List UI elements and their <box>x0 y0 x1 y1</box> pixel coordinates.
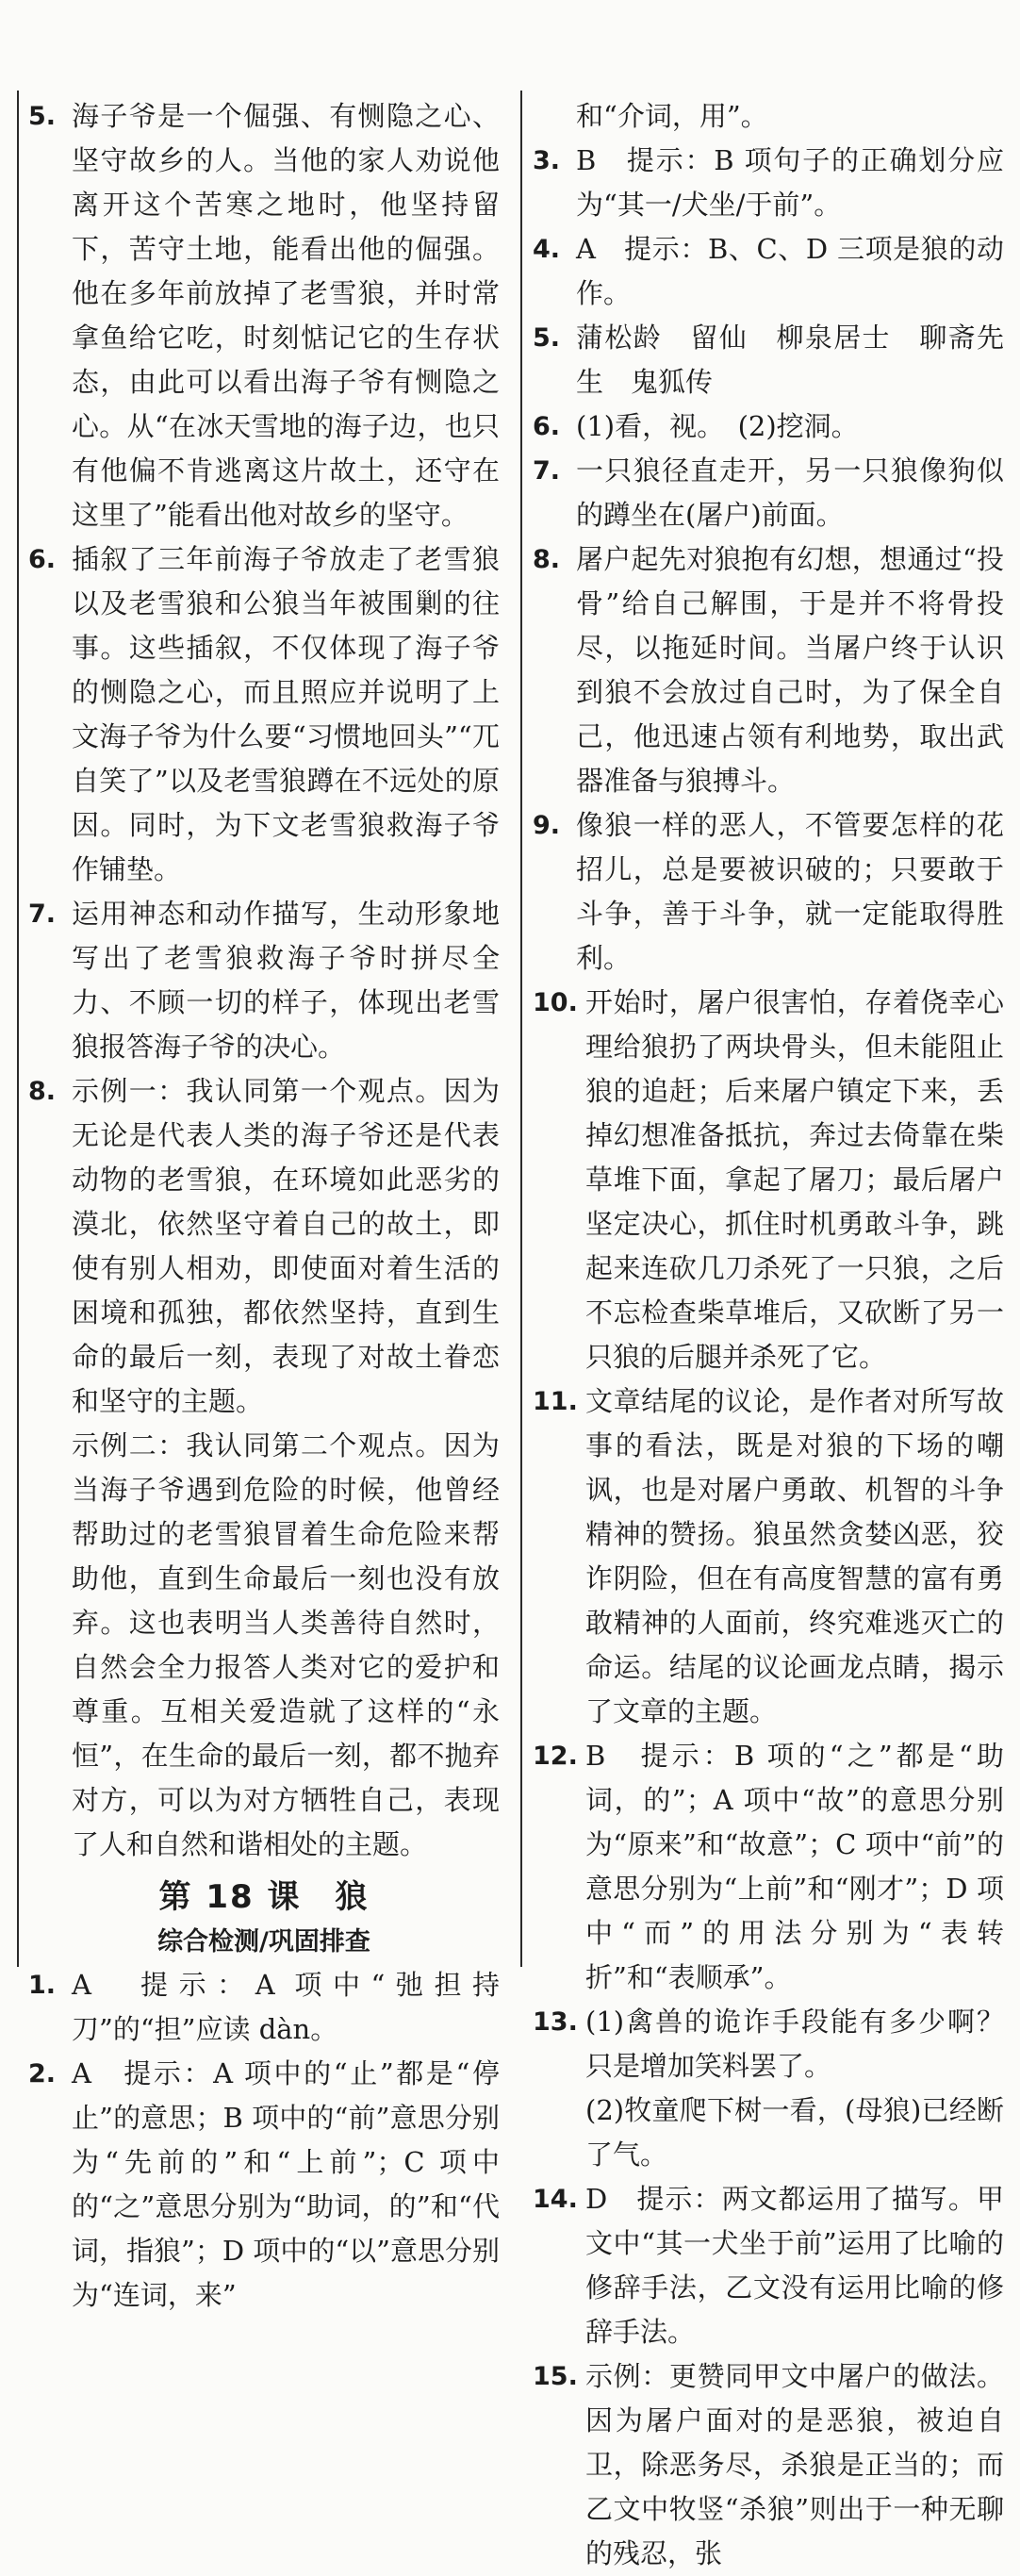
right-column <box>533 94 1004 2576</box>
answer-item-12 <box>533 1734 1004 2000</box>
item-number: 12. <box>533 1742 578 1771</box>
item-text: 屠户起先对狼抱有幻想，想通过“投骨”给自己解围，于是并不将骨投尽，以拖延时间。当屠户终于认识到狼不会放过自己时，为了保全自己，他迅速占领有利地势，取出武器准备与狼搏斗。 <box>576 543 1004 797</box>
answer-item-13 <box>533 2000 1004 2089</box>
item-number: 7. <box>28 900 57 929</box>
item-number: 8. <box>533 545 561 574</box>
answer-item-2 <box>28 2052 500 2318</box>
item-number: 5. <box>28 102 57 131</box>
item-text: (1)禽兽的诡诈手段能有多少啊？只是增加笑料罢了。 <box>585 2006 1004 2082</box>
item-number: 6. <box>533 412 561 441</box>
answer-item-5 <box>28 94 500 537</box>
item-number: 1. <box>28 1971 57 2000</box>
answer-item-10 <box>533 981 1004 1379</box>
item-number: 8. <box>28 1077 57 1106</box>
answer-item-2-continued: 和“介词，用”。 <box>576 100 768 132</box>
item-text: B 提示：B 项句子的正确划分应为“其一/犬坐/于前”。 <box>576 144 1004 221</box>
item-text: 文章结尾的议论，是作者对所写故事的看法，既是对狼的下场的嘲讽，也是对屠户勇敢、机智的斗争精神的赞扬。狼虽然贪婪凶恶，狡诈阴险，但在有高度智慧的富有勇敢精神的人面前，终究难逃灭亡的命运。结尾的议论画龙点睛，揭示了文章的主题。 <box>585 1385 1004 1727</box>
item-text: 示例一：我认同第一个观点。因为无论是代表人类的海子爷还是代表动物的老雪狼，在环境如此恶劣的漠北，依然坚守着自己的故土，即使有别人相劝，即使面对着生活的困境和孤独，都依然坚持，直到生命的最后一刻，表现了对故土眷恋和坚守的主题。 <box>72 1075 500 1417</box>
answer-item-7 <box>28 892 500 1069</box>
item-number: 4. <box>533 235 561 264</box>
item-text: A 提示：A 项中“弛担持刀”的“担”应读 dàn。 <box>72 1969 500 2045</box>
item-text: A 提示：B、C、D 三项是狼的动作。 <box>576 233 1004 309</box>
left-rule <box>17 91 19 1967</box>
item-number: 11. <box>533 1387 578 1416</box>
answer-item-8 <box>533 537 1004 803</box>
item-number: 10. <box>533 988 578 1017</box>
answer-item-3 <box>533 139 1004 227</box>
item-text: D 提示：两文都运用了描写。甲文中“其一犬坐于前”运用了比喻的修辞手法，乙文没有运用比喻的修辞手法。 <box>585 2183 1004 2348</box>
answer-item-13-part-2: (2)牧童爬下树一看，(母狼)已经断了气。 <box>585 2094 1004 2171</box>
answer-item-6 <box>28 537 500 892</box>
item-number: 15. <box>533 2362 578 2391</box>
item-number: 3. <box>533 146 561 175</box>
answer-item-8-example-2: 示例二：我认同第二个观点。因为当海子爷遇到危险的时候，他曾经帮助过的老雪狼冒着生命危险来帮助他，直到生命最后一刻也没有放弃。这也表明当人类善待自然时，自然会全力报答人类对它的爱护和尊重。互相关爱造就了这样的“永恒”，在生命的最后一刻，都不抛弃对方，可以为对方牺牲自己，表现了人和自然和谐相处的主题。 <box>72 1429 500 1860</box>
item-text: 示例：更赞同甲文中屠户的做法。因为屠户面对的是恶狼，被迫自卫，除恶务尽，杀狼是正当的；而乙文中牧竖“杀狼”则出于一种无聊的残忍，张 <box>585 2360 1004 2569</box>
item-text: 像狼一样的恶人，不管要怎样的花招儿，总是要被识破的；只要敢于斗争，善于斗争，就一定能取得胜利。 <box>576 809 1004 974</box>
item-text: 一只狼径直走开，另一只狼像狗似的蹲坐在(屠户)前面。 <box>576 454 1004 531</box>
answer-item-7 <box>533 449 1004 537</box>
left-column <box>28 94 500 2318</box>
item-text: 开始时，屠户很害怕，存着侥幸心理给狼扔了两块骨头，但未能阻止狼的追赶；后来屠户镇定下来，丢掉幻想准备抵抗，奔过去倚靠在柴草堆下面，拿起了屠刀；最后屠户坚定决心，抓住时机勇敢斗争，跳起来连砍几刀杀死了一只狼，之后不忘检查柴草堆后，又砍断了另一只狼的后腿并杀死了它。 <box>585 986 1004 1373</box>
answer-item-8 <box>28 1069 500 1424</box>
item-text: 海子爷是一个倔强、有恻隐之心、坚守故乡的人。当他的家人劝说他离开这个苦寒之地时，他坚持留下，苦守土地，能看出他的倔强。他在多年前放掉了老雪狼，并时常拿鱼给它吃，时刻惦记它的生存状态，由此可以看出海子爷有恻隐之心。从“在冰天雪地的海子边，也只有他偏不肯逃离这片故土，还守在这里了”能看出他对故乡的坚守。 <box>72 100 500 531</box>
item-text: 蒲松龄 留仙 柳泉居士 聊斋先生 鬼狐传 <box>576 322 1004 398</box>
lesson-title: 第 18 课 狼 <box>158 1878 370 1916</box>
item-number: 5. <box>533 323 561 353</box>
column-divider <box>520 91 522 1967</box>
item-number: 14. <box>533 2185 578 2214</box>
item-number: 6. <box>28 545 57 574</box>
answer-item-15 <box>533 2354 1004 2576</box>
answer-item-4 <box>533 227 1004 316</box>
item-number: 9. <box>533 811 561 840</box>
answer-item-11 <box>533 1379 1004 1734</box>
section-title: 综合检测/巩固排查 <box>157 1927 370 1957</box>
item-text: B 提示：B 项的“之”都是“助词，的”；A 项中“故”的意思分别为“原来”和“故意”；C 项中“前”的意思分别为“上前”和“刚才”；D 项中“而”的用法分别为“表转折”和“表顺承”。 <box>585 1740 1004 1993</box>
item-text: (1)看，视。 (2)挖洞。 <box>576 410 859 442</box>
answer-item-9 <box>533 803 1004 981</box>
answer-item-14 <box>533 2177 1004 2354</box>
answer-item-1 <box>28 1963 500 2052</box>
answer-item-5 <box>533 316 1004 405</box>
item-number: 7. <box>533 456 561 486</box>
answer-item-6 <box>533 405 1004 449</box>
item-text: 插叙了三年前海子爷放走了老雪狼以及老雪狼和公狼当年被围剿的往事。这些插叙，不仅体现了海子爷的恻隐之心，而且照应并说明了上文海子爷为什么要“习惯地回头”“兀自笑了”以及老雪狼蹲在不远处的原因。同时，为下文老雪狼救海子爷作铺垫。 <box>72 543 500 885</box>
item-text: 运用神态和动作描写，生动形象地写出了老雪狼救海子爷时拼尽全力、不顾一切的样子，体现出老雪狼报答海子爷的决心。 <box>72 898 500 1063</box>
item-text: A 提示：A 项中的“止”都是“停止”的意思；B 项中的“前”意思分别为“先前的”和“上前”；C 项中的“之”意思分别为“助词，的”和“代词，指狼”；D 项中的“以”意思分别为“连词，来” <box>72 2057 500 2311</box>
item-number: 13. <box>533 2007 578 2037</box>
item-number: 2. <box>28 2059 57 2089</box>
